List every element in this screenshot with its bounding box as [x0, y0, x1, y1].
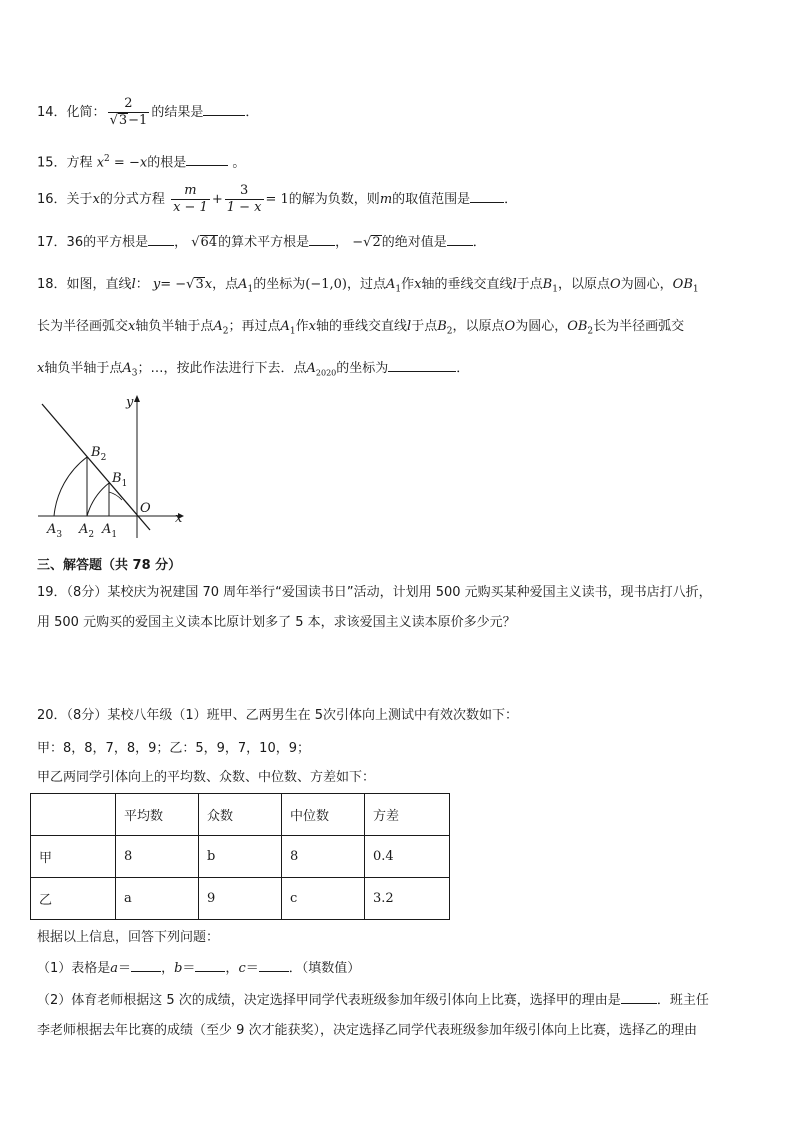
- q18-number: 18．: [37, 277, 67, 292]
- q20-p1-end: ．（填数值）: [288, 961, 361, 976]
- fig-A2-sub: 2: [88, 530, 95, 540]
- q14-frac-den-radicand: 3: [118, 113, 128, 128]
- q16-var-x: x: [92, 192, 100, 207]
- q17-part-a: 36的平方根是: [66, 235, 149, 250]
- section-3-heading: 三、解答题（共 78 分）: [37, 558, 182, 573]
- q18-B1-sub: 1: [552, 284, 558, 295]
- table-header-cell: 众数: [199, 794, 282, 836]
- q14-suffix: 的结果是: [151, 105, 204, 120]
- table-cell: 8: [282, 836, 365, 878]
- q18-l: l: [131, 277, 136, 292]
- q18-O2: O: [504, 319, 516, 334]
- table-cell: 0.4: [365, 836, 450, 878]
- q18-OB2-sub: 2: [587, 326, 594, 337]
- q16-eq: = 1: [265, 192, 289, 207]
- fig-B2-label: [90, 445, 106, 463]
- q18-A1-c: A: [280, 319, 290, 334]
- q18-A2020-sub: 2020: [315, 368, 337, 378]
- q18-A2020: A: [306, 361, 316, 376]
- fig-A2: A: [79, 522, 89, 537]
- q18-l2-h: 为圆心，: [515, 319, 568, 334]
- q18-x3: x: [128, 319, 136, 334]
- arc-A2: [87, 483, 109, 516]
- question-20-line-1: 20．（8分）某校八年级（1）班甲、乙两男生在 5次引体向上测试中有效次数如下：: [37, 708, 518, 723]
- q14-frac-num: 2: [108, 96, 150, 113]
- q18-l2: l: [512, 277, 517, 292]
- q17-neg: −: [352, 235, 364, 250]
- table-row: [31, 878, 450, 920]
- q20-blank-reason-a[interactable]: [621, 991, 657, 1004]
- q16-f1-den: x − 1: [173, 200, 208, 215]
- q20-p2-l1-end: ．班主任: [656, 993, 709, 1008]
- question-20-line-3: 甲乙两同学引体向上的平均数、众数、中位数、方差如下：: [37, 770, 376, 785]
- fig-A3-sub: 3: [56, 530, 63, 540]
- q14-answer-blank[interactable]: [203, 103, 245, 116]
- q16-f2-num: 3: [225, 183, 264, 200]
- q18-A1-sub-b: 1: [395, 284, 402, 295]
- fig-A1-label: [101, 522, 117, 540]
- q18-OB2: OB: [567, 319, 588, 334]
- q18-l1-c: ，点: [212, 277, 239, 292]
- q17-radicand-2: 2: [372, 235, 381, 250]
- q18-l2-b: 轴负半轴于点: [135, 319, 214, 334]
- q18-x4: x: [308, 319, 316, 334]
- q20-p1-a: （1）表格是: [37, 961, 111, 976]
- q16-f1-num: m: [171, 183, 210, 200]
- stats-table: [30, 793, 450, 920]
- question-20-line-2: 甲：8，8，7，8，9；乙：5，9，7，10，9；: [37, 741, 310, 756]
- q16-tail: 的解为负数，则: [288, 192, 380, 207]
- q17-blank-1[interactable]: [148, 233, 174, 246]
- q20-var-b: b: [174, 961, 183, 976]
- question-20-part-2-line-2: 李老师根据去年比赛的成绩（至少 9 次才能获奖），决定选择乙同学代表班级参加年级引体向上比赛，选择乙的理由: [37, 1023, 698, 1038]
- q18-l1-g: 轴的垂线交直线: [421, 277, 513, 292]
- fig-B2: B: [91, 445, 101, 460]
- q18-l1-d: 的坐标为: [253, 277, 306, 292]
- fig-A3: A: [47, 522, 57, 537]
- q15-suffix: 的根是: [147, 155, 187, 171]
- q16-var-m: m: [379, 192, 393, 207]
- q18-l3-a: 轴负半轴于点: [44, 361, 123, 376]
- q18-OB1: OB: [672, 277, 693, 292]
- q20-p2-l1: （2）体育老师根据这 5 次的成绩，决定选择甲同学代表班级参加年级引体向上比赛，选择甲的理由是: [37, 993, 621, 1008]
- q18-O: O: [609, 277, 621, 292]
- q18-figure: [30, 390, 200, 550]
- q14-fraction: $\frac{2}{√3-1}$: [109, 96, 148, 128]
- q15-var2: x: [139, 155, 148, 171]
- q18-B2: B: [437, 319, 447, 334]
- fig-B1-sub: 1: [121, 479, 128, 489]
- fig-B1: B: [112, 471, 122, 486]
- q20-eq-c: ＝: [245, 961, 259, 976]
- q18-x5: x: [37, 361, 45, 376]
- q15-var: x: [96, 155, 105, 171]
- q18-y: y: [152, 277, 161, 292]
- table-cell: 乙: [31, 878, 116, 920]
- q20-eq-a: ＝: [118, 961, 132, 976]
- q17-number: 17．: [37, 235, 67, 250]
- line-l: [42, 404, 150, 530]
- q18-l2-g: ，以原点: [452, 319, 505, 334]
- q20-var-c: c: [238, 961, 246, 976]
- question-20-part-2-line-1: [37, 991, 709, 1010]
- q17-radicand-64: 64: [200, 235, 218, 250]
- q18-l2-a: 长为半径画弧交: [37, 319, 129, 334]
- q18-l1-j: 为圆心，: [620, 277, 673, 292]
- question-17: 17．36的平方根是 ， √64的算术平方根是 ， −√2的绝对值是 ．: [37, 235, 486, 250]
- question-19-line-2: 用 500 元购买的爱国主义读本比原计划多了 5 本，求该爱国主义读本原价多少元？: [37, 615, 516, 630]
- q20-eq-b: ＝: [182, 961, 196, 976]
- q17-blank-2[interactable]: [309, 233, 335, 246]
- q20-var-a: a: [110, 961, 119, 976]
- q16-fraction-2: [225, 183, 264, 216]
- q18-x2: x: [414, 277, 422, 292]
- table-cell: b: [199, 836, 282, 878]
- q14-end: ．: [245, 105, 259, 120]
- q18-A2: A: [213, 319, 223, 334]
- q16-f2-den: 1 − x: [226, 200, 262, 215]
- question-20-after-table: 根据以上信息，回答下列问题：: [37, 930, 220, 945]
- question-19-line-1: 19．（8分）某校庆为祝建国 70 周年举行“爱国读书日”活动，计划用 500 元购买某种爱国主义读书，现书店打八折，: [37, 585, 712, 600]
- q18-l1-h: 于点: [516, 277, 543, 292]
- q20-sep-1: ，: [161, 961, 175, 976]
- question-18-line-2: [37, 318, 684, 341]
- table-header-cell: 平均数: [116, 794, 199, 836]
- q18-A3: A: [122, 361, 132, 376]
- q14-prefix: 化简：: [66, 105, 106, 120]
- fig-y-label: y: [126, 395, 134, 410]
- q16-tail2: 的取值范围是: [392, 192, 471, 207]
- q18-l1-a: 如图，直线: [66, 277, 132, 292]
- fig-B1-label: [111, 471, 127, 489]
- q18-x: x: [204, 277, 213, 292]
- q16-end: ．: [504, 192, 518, 207]
- question-14: [37, 96, 258, 129]
- q18-l2-i: 长为半径画弧交: [593, 319, 685, 334]
- q17-sep1: ，: [174, 235, 188, 250]
- fig-o-label: O: [140, 501, 151, 516]
- q18-A1-a: A: [238, 277, 248, 292]
- q16-number: 16．: [37, 192, 67, 207]
- q18-l2-d: 作: [295, 319, 309, 334]
- q18-l2-e: 轴的垂线交直线: [316, 319, 408, 334]
- q18-eq: = −: [160, 277, 187, 292]
- fig-B2-sub: 2: [100, 453, 107, 463]
- fig-A3-label: [46, 522, 62, 540]
- q18-A3-sub: 3: [131, 368, 138, 379]
- q16-mid: 的分式方程: [99, 192, 165, 207]
- q15-end: 。: [232, 155, 246, 171]
- table-cell: a: [116, 878, 199, 920]
- q16-plus: +: [211, 192, 223, 207]
- fig-A2-label: [78, 522, 94, 540]
- q20-blank-c[interactable]: [259, 959, 289, 972]
- q18-l2-f: 于点: [411, 319, 438, 334]
- q18-l2-c: ；再过点: [228, 319, 281, 334]
- q17-end: ．: [472, 235, 486, 250]
- q18-A1-sub-a: 1: [247, 284, 254, 295]
- q20-sep-2: ，: [225, 961, 239, 976]
- q18-l1-i: ，以原点: [557, 277, 610, 292]
- q15-answer-blank[interactable]: [186, 153, 228, 166]
- q18-A2-sub: 2: [222, 326, 229, 337]
- table-header-row: [31, 794, 450, 836]
- q15-number: 15．: [37, 155, 67, 171]
- q20-blank-b[interactable]: [195, 959, 225, 972]
- q18-l3-b: ；…，按此作法进行下去．点: [137, 361, 307, 376]
- table-cell: 甲: [31, 836, 116, 878]
- q18-coord: (−1,0): [305, 277, 347, 292]
- fig-x-label: x: [175, 511, 183, 526]
- q18-l1-f: 作: [401, 277, 415, 292]
- q18-A1-sub-c: 1: [289, 326, 296, 337]
- q18-A1-b: A: [385, 277, 396, 292]
- arc-A3: [54, 457, 87, 516]
- q18-l1-b: ：: [135, 277, 149, 292]
- q16-fraction-1: [171, 183, 210, 216]
- question-20-part-1: [37, 959, 360, 978]
- q18-l3: l: [407, 319, 412, 334]
- q15-sup: 2: [104, 154, 110, 164]
- q17-part-c: 的绝对值是: [381, 235, 447, 250]
- q17-blank-3[interactable]: [447, 233, 473, 246]
- q18-l3-c: 的坐标为: [336, 361, 389, 376]
- question-15: [37, 150, 245, 172]
- q18-end: ．: [456, 361, 470, 376]
- q15-eq-rest: = −: [113, 155, 140, 171]
- q16-prefix: 关于: [66, 192, 93, 207]
- table-cell: 9: [199, 878, 282, 920]
- table-header-cell: [31, 794, 116, 836]
- q17-sep2: ，: [335, 235, 349, 250]
- q18-radicand: 3: [195, 277, 204, 292]
- table-cell: 3.2: [365, 878, 450, 920]
- table-header-cell: 中位数: [282, 794, 365, 836]
- q15-prefix: 方程: [66, 155, 93, 171]
- q18-l1-e: ，过点: [346, 277, 386, 292]
- fig-A1: A: [102, 522, 112, 537]
- question-18-line-1: 18．如图，直线l： y= −√3x，点$A_1$的坐标为(−1,0)，过点$A_1$作x轴的垂线交直线l于点$B_1$，以原点O为圆心，$OB_1$: [37, 277, 699, 295]
- y-axis-arrow: [134, 395, 140, 402]
- question-16: [37, 183, 517, 216]
- question-18-line-3: [37, 359, 469, 383]
- q18-answer-blank[interactable]: [388, 359, 456, 372]
- q18-B1: B: [542, 277, 553, 292]
- table-cell: c: [282, 878, 365, 920]
- q20-blank-a[interactable]: [131, 959, 161, 972]
- table-cell: 8: [116, 836, 199, 878]
- q16-answer-blank[interactable]: [470, 190, 504, 203]
- q14-frac-den-rest: −1: [128, 113, 148, 128]
- q18-B2-sub: 2: [446, 326, 453, 337]
- table-header-cell: 方差: [365, 794, 450, 836]
- q14-number: 14．: [37, 105, 67, 120]
- fig-A1-sub: 1: [111, 530, 118, 540]
- q18-OB1-sub: 1: [692, 284, 699, 295]
- table-row: [31, 836, 450, 878]
- q17-part-b: 的算术平方根是: [218, 235, 310, 250]
